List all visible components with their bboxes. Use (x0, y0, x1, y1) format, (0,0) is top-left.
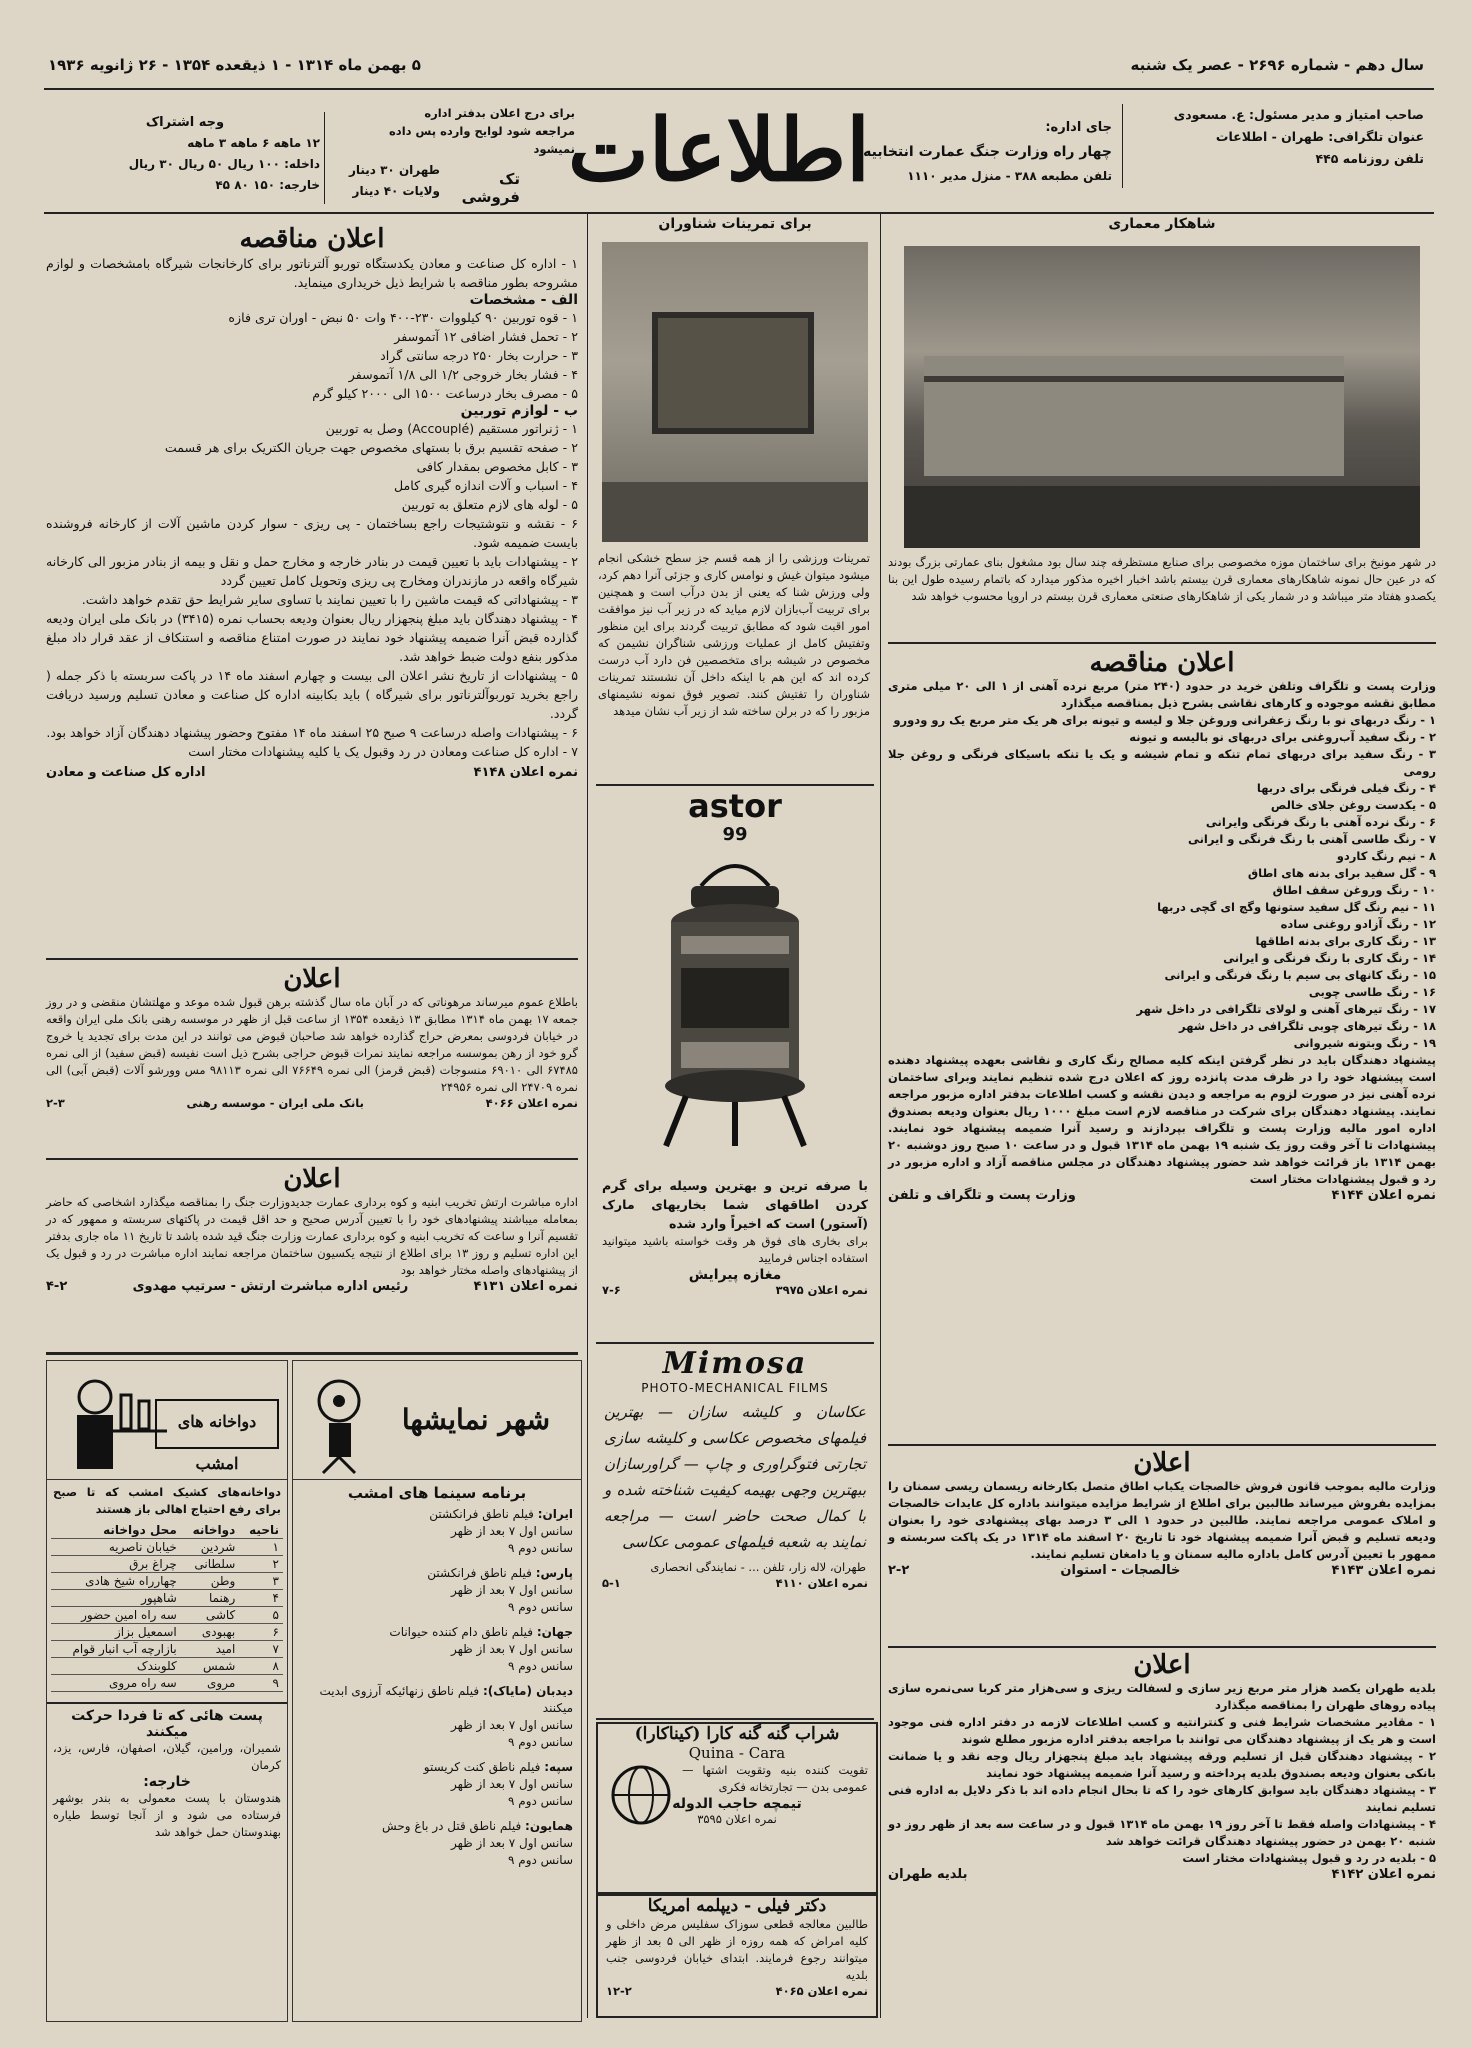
cinema-name: جهان: (536, 1625, 573, 1639)
ad-signature: خالصجات - استوان (1060, 1563, 1181, 1578)
notice5-footer (888, 1867, 1436, 1882)
cinema-film: فیلم ناطق دام کننده حیوانات (389, 1625, 534, 1639)
table-row: ۳ وطن چهارراه شیخ هادی (51, 1573, 283, 1590)
list-item: ۷ - اداره کل صناعت ومعادن در رد وقبول یک یا کلیه پیشنهادات مختار است (188, 744, 578, 759)
list-item: ۱۷ - رنگ تیرهای آهنی و لولای تلگرافی در داخل شهر (1136, 1002, 1436, 1016)
globe-icon (606, 1760, 676, 1830)
list-item: ۴ - پیشنهادات واصله فقط تا آخر روز ۱۹ بهمن ماه ۱۳۱۴ قبول و در ساعت سه بعد از ظهر روز دو شنبه ۲۰ بهمن در حضور پیشنهاد دهندگان قرائت خواهد شد (888, 1817, 1437, 1848)
list-item: ۲ - صفحه تقسیم برق با بستهای مخصوص جهت جریان الکتریک برای هر قسمت (164, 440, 578, 455)
cinema-name: دیدبان (مایاک): (482, 1684, 573, 1698)
mimosa-ad (596, 1346, 874, 1716)
ad-number: نمره اعلان ۴۱۴۲ (1331, 1867, 1436, 1882)
cinema-film: فیلم ناطق زنهائیکه آرزوی ابدیت میکنند (319, 1684, 573, 1715)
table-row: ۱ شردین خیابان ناصریه (51, 1539, 283, 1556)
astor-order: برای بخاری های فوق هر وقت خواسته باشید میتوانید استفاده اجناس فرمایید (602, 1234, 868, 1265)
subscription-head: ۱۲ ماهه ۶ ماهه ۳ ماهه (187, 136, 320, 150)
list-item: ۱۸ - رنگ تیرهای چوبی تلگرافی در داخل شهر (1179, 1019, 1436, 1033)
architecture-body: در شهر مونیخ برای ساختمان موزه مخصوصی برای صنایع مستظرفه چند سال بود مشغول بنای عمارتی بزرگ بودند که در عین حال نمونه شاهکارهای معماری قرن بیستم باشد اخبار اخیره مذکور میدارد که باتمام رسیده طول این بنا یکصدو هفتاد متر میباشد و در شمار یکی از شاهکارهای صنعتی معماری قرن بیستم در اروپا محسوب خواهد شد (888, 555, 1436, 603)
table-row: ۶ بهبودی اسمعیل بزاز (51, 1624, 283, 1641)
post-foreign-title: خارجه: (143, 1774, 191, 1790)
cinema-item (301, 1683, 573, 1751)
daily-phone: تلفن روزنامه ۴۴۵ (1315, 151, 1424, 166)
list-item: ۶ - رنگ نرده آهنی با رنگ فرنگی وایرانی (1205, 815, 1436, 829)
quina-shop: تیمچه حاجب الدوله (672, 1796, 802, 1812)
ad-number: نمره اعلان ۴۰۶۵ (775, 1984, 868, 1998)
museum-photo (904, 246, 1420, 548)
cinema-name: پارس: (535, 1566, 573, 1580)
architecture-caption: شاهکار معماری (1108, 216, 1216, 232)
table-header (51, 1522, 283, 1539)
date-line: ۵ بهمن ماه ۱۳۱۴ - ۱ ذیقعده ۱۳۵۴ - ۲۶ ژانویه ۱۹۳۶ (48, 56, 421, 74)
finance-notice (888, 1448, 1436, 1644)
table-row: ۸ شمس کلوبندک (51, 1658, 283, 1675)
cinema-session: سانس دوم ۹ (508, 1659, 573, 1673)
doctor-body: طالبین معالجه قطعی سوزاک سفلیس مرض داخلی و کلیه امراض که همه روزه از ظهر الی ۵ بعد از ظهر میتوانند رجوع فرمایند. ابتدای خیابان فردوسی جنب بلدیه (606, 1917, 868, 1982)
ad-number: نمره اعلان ۳۹۷۵ (775, 1283, 868, 1297)
mimosa-footer (596, 1576, 874, 1590)
mimosa-brand: Mimosa (662, 1346, 808, 1381)
col-region: ناحیه (239, 1522, 283, 1539)
notice4-footer (888, 1563, 1436, 1578)
list-item: ۳ - کابل مخصوص بمقدار کافی (416, 459, 578, 474)
ad-number: نمره اعلان ۴۱۱۰ (775, 1576, 868, 1590)
subscription-domestic: داخله: ۱۰۰ ریال ۵۰ ریال ۳۰ ریال (128, 157, 320, 171)
list-item: ۱۱ - نیم رنگ گل سفید ستونها وگچ ای گچی دربها (1157, 900, 1436, 914)
heater-icon (596, 846, 874, 1176)
cinema-session: سانس دوم ۹ (508, 1853, 573, 1867)
list-item: ۲ - تحمل فشار اضافی ۱۲ آتموسفر (394, 329, 578, 344)
notice5-body (888, 1680, 1436, 1867)
ad-ref: ۲-۳ (46, 1096, 65, 1110)
cinema-item (301, 1818, 573, 1869)
list-item: ۸ - نیم رنگ کاردو (1336, 849, 1436, 863)
newspaper-logo: اطلاعات (567, 100, 870, 201)
astor-shop: مغازه پیرایش (688, 1267, 782, 1283)
doctor-footer (598, 1984, 876, 1998)
ad-ref: ۵-۱ (602, 1576, 621, 1590)
municipality-notice (888, 1650, 1436, 2020)
price-tehran: طهران ۳۰ دینار (348, 163, 440, 177)
tender1-section-b: ب - لوازم توربین (460, 403, 578, 419)
pharmacy-intro: دواخانه‌های کشیک امشب که تا صبح برای رفع احتیاج اهالی باز هستند (53, 1485, 281, 1516)
notice3-footer (46, 1279, 578, 1294)
cinema-film: فیلم ناطق کنت کریستو (423, 1760, 541, 1774)
tender1-intro: ۱ - اداره کل صناعت و معادن یکدستگاه توربو آلترناتور برای کارخانجات شیرگاه بامشخصات و لوازم مشروحه بطور مناقصه با شرایط ذیل خریداری مینماید. (46, 256, 578, 290)
cinema-item (301, 1565, 573, 1616)
cinema-item (301, 1624, 573, 1675)
cinema-item (301, 1759, 573, 1810)
swim-tank-photo (602, 242, 868, 542)
ad-signature: بلدیه طهران (888, 1867, 968, 1882)
list-item: ۴ - پیشنهاد دهندگان باید مبلغ پنجهزار ریال بعنوان وديعه بحساب نمره (۳۴۱۵) در بانک ملی ایران ودیعه گذارده قبض آنرا ضمیمه پیشنهاد خود نمایند در صورت امتناع مناقصه و استنکاف از عقد قرار داد مبلغ مذکور بنفع دولت ضبط خواهد شد. (46, 611, 578, 664)
cinema-name: همایون: (525, 1819, 573, 1833)
top-rule (44, 88, 1434, 90)
table-row: ۹ مروی سه راه مروی (51, 1675, 283, 1692)
doctor-title: دکتر فیلی - دیپلمه امریکا (647, 1896, 827, 1916)
col-place: محل دواخانه (51, 1522, 181, 1539)
notice3-body: اداره مباشرت ارتش تخریب ابنیه و کوه برداری عمارت جدیدوزارت جنگ را بمناقصه میگذارد اشخاصی که حاضر بمعامله میباشند پیشنهادهای خود را با تعیین آدرس صحیح و حد اقل قیمت در پاکتهای سربسته و ممهور که در تقسیم آنرا و ساعت که تخریب ابنیه و کوه برداری عمارت وزارت جنگ قید شده باشد تا تاریخ ۱۱ ماه جاری بدفتر این اداره تسلیم و روز ۱۳ برای اطلاع از نتیجه یکسیون ساختمان مراجعه نمایند اداره مباشرت در رد و قبول یک از پیشنهادهای واصله مختار خواهد بود (46, 1195, 578, 1277)
notice4-title: اعلان (1133, 1448, 1191, 1478)
tender2-title: اعلان مناقصه (1089, 648, 1235, 678)
col-store: دواخانه (181, 1522, 240, 1539)
issue-info: سال دهم - شماره ۲۶۹۶ - عصر یک شنبه (1130, 56, 1424, 74)
list-item: ۳ - حرارت بخار ۲۵۰ درجه سانتی گراد (380, 348, 578, 363)
pharmacy-banner-title: دواخانه های امشب (155, 1399, 279, 1449)
swimmers-article (596, 216, 874, 782)
ad-signature: رئیس اداره مباشرت ارتش - سرتیپ مهدوی (132, 1279, 409, 1294)
ad-number: نمره اعلان ۳۵۹۵ (697, 1812, 777, 1826)
tender2-body: پیشنهاد دهندگان باید در نظر گرفتن اینکه کلیه مصالح رنگ کاری و نقاشی بعهده پیشنهاد دهنده است پیشنهاد خود را در ظرف مدت پانزده روز که اعلان درج شده تنظیم نمایند وبرای ساختمان نرده آهنی نیز در صورت لزوم به مراجعه و دیدن نقشه و کسب اطلاعات بدفتر اداره مزبور مراجعه نمایند. پیشنهاد دهندگان برای شرکت در مناقصه لازم است مبلغ ۱۰۰۰ ریال بعنوان ودیعه بصندوق اداره امور مالیه وزارت پست و تلگراف بپردازند و رسید آنرا ضمیمه پیشنهاد خود نمایند. پیشنهادات تا آخر وقت روز یک شنبه ۱۹ بهمن ماه ۱۳۱۴ قبول و در ساعت ۱۰ صبح روز دوشنبه ۲۰ بهمن ۱۳۱۴ باز قرائت خواهد شد حضور پیشنهاد دهندگان در مجلس مناقصه آزاد و اداره مزبور در رد و قبول پیشنهادات مختار است (888, 1053, 1436, 1186)
tender1-body (46, 552, 578, 761)
owner: صاحب امتیاز و مدیر مسئول: ع. مسعودی (1173, 107, 1424, 122)
cinema-banner (293, 1361, 581, 1480)
list-item: ۱ - قوه توربین ۹۰ کیلووات ۲۳۰-۴۰۰ وات ۵۰ نبض - اوران تری فازه (228, 310, 578, 325)
cinema-session: سانس اول ۷ بعد از ظهر (451, 1836, 573, 1850)
astor-footer (596, 1283, 874, 1297)
ad-signature: بانک ملی ایران - موسسه رهنی (186, 1096, 364, 1110)
ad-note: برای درج اعلان بدفتر اداره مراجعه شود لوایح وارده پس داده نمیشود (389, 106, 575, 156)
list-item: ۱ - مقادیر مشخصات شرایط فنی و کنترانتیه و کسب اطلاعات لازمه در دفتر اداره فنی موجود است و هر یک از پیشنهاد دهندگان می توانند با مراجعه بدفتر اداره مزبور مطلع شوند (888, 1715, 1436, 1746)
cinema-session: سانس اول ۷ بعد از ظهر (451, 1642, 573, 1656)
tender1-footer (46, 765, 578, 780)
ad-ref: ۱۲-۲ (606, 1984, 632, 1998)
cinema-list (293, 1506, 581, 1869)
list-item: بلدیه طهران یکصد هزار متر مربع زیر سازی و لسفالت ریزی و سی‌هزار متر کربا سی‌نمره سازی پیاده روهای طهران را بمناقصه میگذارد (888, 1681, 1436, 1712)
list-item: ۵ - بلدیه در رد و قبول پیشنهادات مختار است (1182, 1851, 1436, 1865)
ad-number: نمره اعلان ۴۱۴۴ (1331, 1188, 1436, 1203)
tender1-items-b (46, 419, 578, 552)
table-row: ۴ رهنما شاهپور (51, 1590, 283, 1607)
army-tender-notice (46, 1164, 578, 1344)
price-provinces: ولایات ۴۰ دینار (352, 184, 440, 198)
ad-number: نمره اعلان ۴۰۶۶ (485, 1096, 578, 1110)
cinema-session: سانس اول ۷ بعد از ظهر (451, 1718, 573, 1732)
tender-ad-industry (46, 224, 578, 952)
list-item: ۹ - گل سفید برای بدنه های اطاق (1247, 866, 1436, 880)
list-item: ۲ - پیشنهاد دهندگان قبل از تسلیم ورقه پیشنهاد باید مبلغ پنجهزار ریال وجه نقد و یا ضمانت بانکی بعنوان ودیعه بصندوق بلدیه پرداخته و رسید آنرا ضمیمه پیشنهاد خود نمایند (888, 1749, 1436, 1780)
cinema-section (292, 1360, 582, 2022)
notice2-title: اعلان (283, 964, 341, 994)
cinema-name: ایران: (537, 1507, 573, 1521)
subscription-box (50, 112, 325, 204)
astor-model: 99 (722, 824, 748, 845)
cinema-session: سانس اول ۷ بعد از ظهر (451, 1583, 573, 1597)
subscription-title: وجه اشتراک (145, 115, 225, 130)
ad-signature: وزارت پست و تلگراف و تلفن (888, 1188, 1076, 1203)
office-address: چهار راه وزارت جنگ عمارت انتخابیه (863, 144, 1112, 160)
swimmers-caption: برای تمرینات شناوران (658, 216, 812, 232)
list-item: ۴ - فشار بخار خروجی ۱/۲ الی ۱/۸ آتموسفر (348, 367, 578, 382)
list-item: ۱۴ - رنگ کاری با رنگ فرنگی و ایرانی (1223, 951, 1436, 965)
table-row: ۲ سلطانی چراغ برق (51, 1556, 283, 1573)
ad-number: نمره اعلان ۴۱۴۳ (1331, 1563, 1436, 1578)
list-item: ۲ - پیشنهادات باید با تعیین قیمت در بنادر خارجه و مخارج حمل و نقل و بیمه از بنادر مزبور الی کارخانه شیرگاه واقعه در مازندران ومخارج پی ریزی وتحویل کامل تعیین گردد (46, 554, 578, 588)
tender2-intro: وزارت پست و تلگراف وتلفن خرید در حدود (۲۴۰ متر) مربع نرده آهنی از ۱ الی ۲۰ میلی متری مطابق نقشه موجوده و کارهای نقاشی بشرح ذیل بمناقصه میگذارد (888, 679, 1436, 710)
pharmacy-section (46, 1360, 288, 2022)
cinema-film: فیلم ناطق قتل در باغ وحش (382, 1819, 522, 1833)
list-item: ۱۹ - رنگ وبتونه شیروانی (1293, 1036, 1436, 1050)
pharmacy-banner (47, 1361, 287, 1480)
tender-ad-post (888, 648, 1436, 1442)
single-sale-label: تک فروشی (461, 170, 520, 206)
list-item: ۵ - لوله های لازم متعلق به توربین (401, 497, 578, 512)
list-item: ۱۲ - رنگ آزادو روغنی ساده (1280, 917, 1436, 931)
list-item: ۳ - پیشنهاد دهندگان باید سوابق کارهای خود را که تا بحال انجام داده اند با ذکر دلایل به اداره فنی تسلیم نمایند (888, 1783, 1436, 1814)
swimmers-body: تمرینات ورزشی را از همه قسم جز سطح خشکی انجام میشود میتوان غیش و نوامس کاری و جزئی آنرا دهم کرد، ولی ورزش شنا که یعنی از بدن درآب است و همچنین برای تربیت آب‌بازان لازم میاید که در زیر آب نیز موافقت امور اقبت شود که مطابق تربیت گردند برای این منظور وتفتیش کامل از عملیات ورزشی شناگران نشیمن که مخصوص در شیشه برای متخصصین فن دارد آب درست کرده اند که این هم با اینکه داخل آن نشستند تمرینات شناوران را تفتیش کنند. تصویر فوق نمونه نشیمنهای مزبور را که در برلن ساخته شد از زیر آب نشان میدهد (598, 551, 870, 718)
astor-brand: astor (688, 787, 782, 825)
list-item: ۱۳ - رنگ کاری برای بدنه اطاقها (1255, 934, 1436, 948)
office-phones: تلفن مطبعه ۳۸۸ - منزل مدیر ۱۱۱۰ (907, 169, 1112, 183)
list-item: ۱۰ - رنگ وروغن سقف اطاق (1272, 883, 1436, 897)
list-item: ۵ - یکدست روغن جلای خالص (1270, 798, 1436, 812)
mimosa-foot: طهران، لاله زار، تلفن ... - نمایندگی انحصاری (650, 1560, 866, 1574)
publisher-info (1124, 104, 1424, 192)
list-item: ۱۵ - رنگ کانهای بی سیم با رنگ فرنگی و ایرانی (1164, 968, 1436, 982)
tender1-items-a (46, 308, 578, 403)
list-item: ۱ - رنگ دربهای نو با رنگ زعفرانی وروغن جلا و لیسه و تیونه برای هر یک متر مربع یک رو ودورو (893, 713, 1436, 727)
architecture-article (888, 216, 1436, 646)
quina-brand: Quina - Cara (688, 1744, 786, 1762)
notice5-title: اعلان (1133, 1650, 1191, 1680)
tank-window (652, 312, 814, 434)
post-title: پست هائی که تا فردا حرکت میکنند (71, 1708, 263, 1740)
list-item: ۵ - مصرف بخار درساعت ۱۵۰۰ الی ۲۰۰۰ کیلو گرم (312, 386, 578, 401)
tender2-footer (888, 1188, 1436, 1203)
list-item: ۲ - رنگ سفید آب‌روغنی برای دربهای نو بالیسه و تیونه (1129, 730, 1436, 744)
list-item: ۵ - پیشنهادات از تاریخ نشر اعلان الی بیست و چهارم اسفند ماه ۱۴ در پاکت سربسته با ذکر جمله ( راجع بخرید توربوآلترناتور برای شیرگاه ) باید بکابینه اداره کل صناعت و معادن تسلیم ورسید دریافت گردد. (46, 668, 578, 721)
cinema-banner-title: شهر نمایشها (401, 1403, 551, 1436)
mimosa-body: عکاسان و کلیشه سازان — بهترین فیلمهای مخصوص عکاسی و کلیشه سازی تجارتی فتوگراوری و چاپ — گراورسازان ببهترین وجهی بهیمه کیفیت شناخته شده و با کمال صحت حاضر است — مراجعه نمایند به شعبه فیلمهای عمومی عکاسی (604, 1403, 866, 1551)
ad-number: نمره اعلان ۴۱۳۱ (473, 1279, 578, 1294)
notice2-body: باطلاع عموم میرساند مرهوناتی که در آبان ماه سال گذشته برهن قبول شده موعد و مهلتشان منقضی و در روز جمعه ۱۷ بهمن ماه ۱۳۱۴ مطابق ۱۳ ذیقعده ۱۳۵۴ از ساعت قبل از ظهر در موسسه رهنی بانک ملی ایران واقعه در خیابان فردوسی بمعرض حراج گذارده خواهد شد صاحبان قبوض می توانند در این مدت برای تجدید یا خروج گرو خود از رهن بموسسه مراجعه نمایند نمرات قبوض حراجی بشرح ذیل است نفیسه (قبض سفید) از الی نمره ۶۷۴۸۵ الی ۶۹۰۱۰ منسوجات (قبض قرمز) الی نمره ۷۶۶۴۹ الی نمره ۹۸۱۱۳ مس وورشو آلات (قبض آبی) الی نمره ۲۴۷۰۹ الی نمره ۲۴۹۵۶ (46, 995, 579, 1094)
quina-title: شراب گنه گنه کارا (کیناکارا) (634, 1724, 840, 1744)
office-label: جای اداره: (1045, 120, 1112, 135)
list-item: ۶ - نقشه و نتوشتیجات راجع بساختمان - پی ریزی - سوار کردن ماشین آلات از کارخانه فروشنده بایست ضمیمه شود. (46, 516, 578, 550)
list-item: ۱ - ژنراتور مستقیم (Accouplé) وصل به توربین (325, 421, 578, 436)
list-item: ۳ - پیشنهاداتی که قیمت ماشین را با تعیین نمایند با تساوی سایر شرایط حق تقدم خواهد داشت. (81, 592, 578, 607)
cinema-session: سانس دوم ۹ (508, 1600, 573, 1614)
cinema-session: سانس اول ۷ بعد از ظهر (451, 1777, 573, 1791)
list-item: ۶ - پیشنهادات واصله درساعت ۹ صبح ۲۵ اسفند ماه ۱۴ مفتوح وحضور پیشنهاد دهندگان آزاد خواهد بود. (46, 725, 578, 740)
doctor-ad (596, 1894, 878, 2018)
astor-heater-ad (596, 788, 874, 1340)
cinema-session: سانس دوم ۹ (508, 1541, 573, 1555)
list-item: ۷ - رنگ طاسی آهنی با رنگ فرنگی و ایرانی (1187, 832, 1436, 846)
ad-ref: ۲-۲ (888, 1563, 910, 1578)
single-price (330, 160, 440, 204)
cinema-session: سانس دوم ۹ (508, 1794, 573, 1808)
ad-signature: اداره کل صناعت و معادن (46, 765, 206, 780)
pharmacy-table (51, 1522, 283, 1692)
notice4-body: وزارت مالیه بموجب قانون فروش خالصجات یکباب اطاق متصل بکارخانه ریسمان ریسی سمنان را بمزایده بفروش میرساند طالبین برای اطلاع از شرایط مزایده میتوانند باداره کل عایدات خالصجات و املاک عمومی مراجعه نمایند. طالبین در حدود ۱ الی ۳ درصد بهای پیشنهادی خود را بعنوان ودیعه تسلیم و قبض آنرا ضمیمه پیشنهاد خود تا تاریخ ۲۰ اسفند ماه ۱۳۱۴ در یک پاکت سربسته و ممهور با تعیین آدرس کامل باداره مالیه سمنان و یا دامغان تسلیم نمایند. (888, 1479, 1437, 1561)
list-item: ۱۶ - رنگ طاسی چوبی (1308, 985, 1436, 999)
table-row: ۵ کاشی سه راه امین حضور (51, 1607, 283, 1624)
astor-body: با صرفه ترین و بهترین وسیله برای گرم کردن اطاقهای شما بخاریهای مارک (آستور) است که اخیراً وارد شده (602, 1178, 868, 1231)
cinema-session: سانس دوم ۹ (508, 1735, 573, 1749)
ad-number: نمره اعلان ۴۱۴۸ (473, 765, 578, 780)
tender1-title: اعلان مناقصه (239, 224, 385, 254)
list-item: ۳ - رنگ سفید برای دربهای تمام تنکه و تمام شیشه و یک یا تنکه باسیکای فرنگی و روغن جلا رومی (888, 747, 1436, 778)
post-domestic: شمیران، ورامین، گیلان، اصفهان، فارس، یزد، کرمان (53, 1741, 281, 1772)
quina-cara-ad (596, 1722, 878, 1894)
notice3-title: اعلان (283, 1164, 341, 1194)
telegraph-address: عنوان تلگرافی: طهران - اطلاعات (1215, 129, 1424, 144)
mimosa-tagline: PHOTO-MECHANICAL FILMS (641, 1381, 829, 1395)
post-foreign: هندوستان با پست معمولی به بندر بوشهر فرستاده می شود و از آنجا توسط طیاره بهندوستان حمل خواهد شد (53, 1791, 281, 1839)
subscription-foreign: خارجه: ۱۵۰ ۸۰ ۴۵ (215, 178, 320, 192)
cinema-title: برنامه سینما های امشب (347, 1484, 527, 1502)
notice2-footer (46, 1096, 578, 1110)
quina-body: تقویت کننده بنیه وتقویت اشتها — عمومی بدن — تجارتخانه فکری (682, 1763, 868, 1794)
cinema-film: فیلم ناطق فرانکشتن (429, 1507, 534, 1521)
cinema-session: سانس اول ۷ بعد از ظهر (451, 1524, 573, 1538)
cinema-film: فیلم ناطق فرانکشتن (427, 1566, 532, 1580)
cinema-name: سپه: (544, 1760, 573, 1774)
ad-ref: ۴-۲ (46, 1279, 68, 1294)
list-item: ۴ - رنگ فیلی فرنگی برای دربها (1256, 781, 1436, 795)
tender2-items (888, 712, 1436, 1052)
pawn-auction-notice (46, 964, 578, 1154)
cinema-item (301, 1506, 573, 1557)
table-row: ۷ امید بازارچه آب انبار قوام (51, 1641, 283, 1658)
tender1-section-a: الف - مشخصات (469, 292, 578, 308)
ad-ref: ۷-۶ (602, 1283, 621, 1297)
list-item: ۴ - اسباب و آلات اندازه گیری کامل (393, 478, 578, 493)
